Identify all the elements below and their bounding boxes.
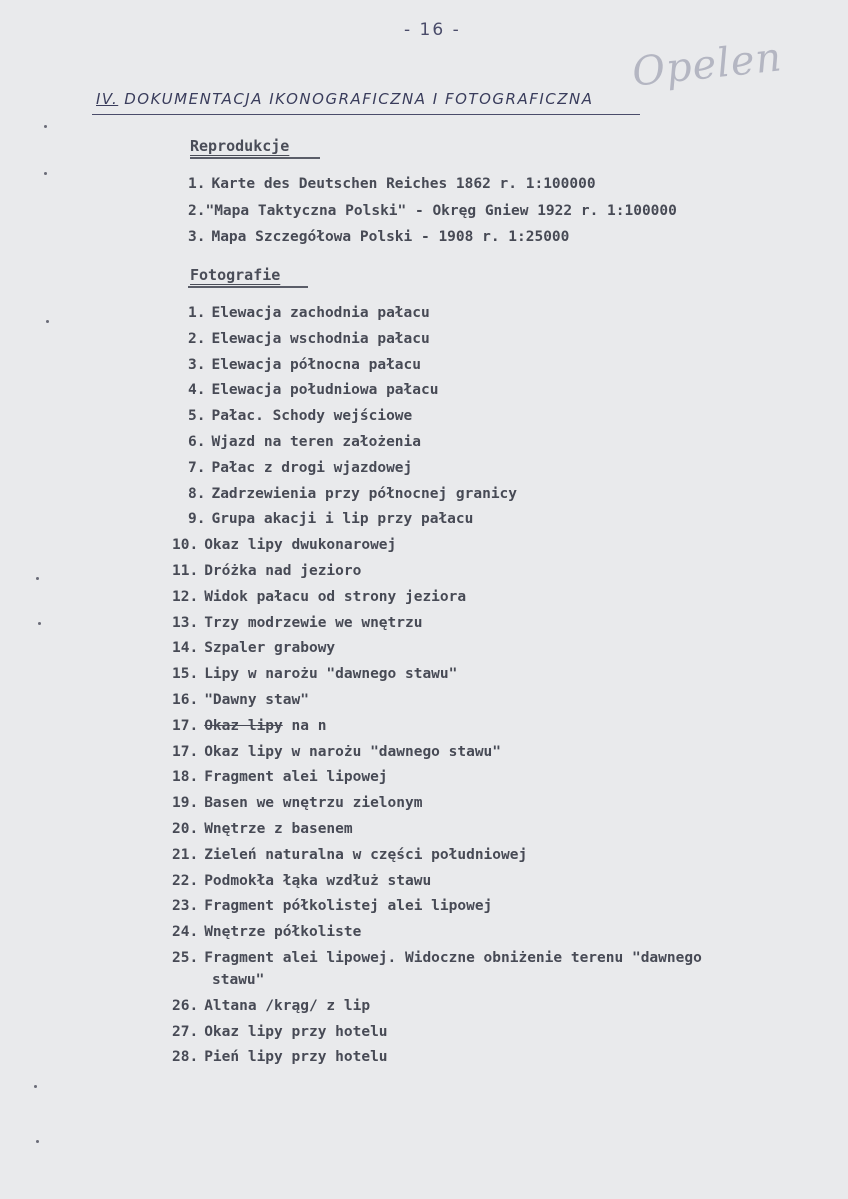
item-text: Szpaler grabowy — [204, 640, 336, 657]
item-number: 23. — [172, 898, 199, 915]
margin-mark — [38, 622, 41, 625]
item-text: Elewacja północna pałacu — [211, 356, 421, 373]
item-number: 5. — [188, 408, 206, 425]
list-item — [172, 821, 353, 837]
list-item — [172, 615, 422, 631]
item-number: 1. — [188, 176, 206, 192]
item-number: 17. — [172, 717, 199, 734]
page-number: - 16 - — [404, 20, 461, 40]
item-text: Altana /krąg/ z lip — [204, 997, 371, 1014]
list-item — [188, 357, 421, 373]
item-continuation: stawu" — [212, 971, 265, 988]
item-number: 24. — [172, 924, 199, 941]
list-item — [172, 924, 361, 940]
item-text: Grupa akacji i lip przy pałacu — [211, 511, 474, 528]
list-item — [172, 795, 422, 811]
list-item — [172, 537, 396, 553]
item-text: Zadrzewienia przy północnej granicy — [211, 485, 518, 502]
item-number: 25. — [172, 950, 199, 966]
item-number: 9. — [188, 511, 206, 528]
list-item — [188, 382, 438, 398]
list-item — [172, 718, 326, 734]
handwritten-note: Opelen — [630, 34, 785, 96]
list-item — [172, 692, 309, 708]
item-number: 16. — [172, 692, 199, 708]
list-item — [188, 486, 517, 502]
list-item — [188, 460, 412, 476]
list-item — [172, 744, 501, 760]
item-text: Elewacja zachodnia pałacu — [211, 305, 430, 321]
item-number: 28. — [172, 1049, 199, 1066]
item-text: Podmokła łąka wzdłuż stawu — [204, 872, 432, 889]
item-text: Widok pałacu od strony jeziora — [204, 588, 467, 605]
item-text: Fragment alei lipowej — [204, 769, 388, 786]
reproductions-heading: Reprodukcje — [190, 137, 290, 155]
list-item — [188, 511, 473, 527]
item-text: na n — [282, 717, 327, 734]
item-text: Okaz lipy dwukonarowej — [204, 537, 397, 554]
item-number: 3. — [188, 229, 206, 245]
list-item — [172, 769, 388, 785]
list-item — [172, 950, 702, 966]
title-underline — [92, 114, 640, 115]
list-item — [188, 305, 430, 321]
margin-mark — [36, 577, 39, 580]
item-number: 26. — [172, 997, 199, 1014]
item-number: 14. — [172, 640, 199, 657]
list-item — [172, 666, 457, 682]
margin-mark — [44, 172, 47, 175]
list-item — [172, 1049, 388, 1065]
item-number: 22. — [172, 872, 199, 889]
item-number: 15. — [172, 666, 199, 683]
item-text: Okaz lipy w narożu "dawnego stawu" — [204, 743, 502, 760]
item-number: 18. — [172, 769, 199, 786]
item-text: Pałac. Schody wejściowe — [211, 408, 413, 425]
section-roman-numeral: IV. — [96, 90, 119, 108]
item-number: 1. — [188, 305, 206, 321]
item-text: Basen we wnętrzu zielonym — [204, 795, 423, 812]
item-number: 27. — [172, 1023, 199, 1040]
list-item — [172, 898, 492, 914]
item-text: Elewacja wschodnia pałacu — [211, 330, 430, 347]
item-number: 6. — [188, 434, 206, 450]
item-number: 19. — [172, 795, 199, 812]
margin-mark — [44, 125, 47, 128]
item-text: Okaz lipy przy hotelu — [204, 1023, 388, 1040]
item-text: Fragment alei lipowej. Widoczne obniżenie terenu "dawnego — [204, 950, 702, 966]
item-text: "Dawny staw" — [204, 692, 309, 708]
item-text: Dróżka nad jezioro — [204, 563, 362, 579]
item-text: Wjazd na teren założenia — [211, 434, 421, 450]
list-item — [188, 203, 677, 219]
list-item — [188, 434, 421, 450]
list-item — [172, 847, 527, 863]
list-item — [188, 408, 412, 424]
reproductions-heading-underline — [190, 157, 320, 159]
item-number: 21. — [172, 846, 199, 863]
photos-heading: Fotografie — [190, 266, 281, 284]
item-text: Pałac z drogi wjazdowej — [211, 459, 413, 476]
item-number: 7. — [188, 459, 206, 476]
item-text: Wnętrze z basenem — [204, 821, 353, 837]
item-text: Pień lipy przy hotelu — [204, 1049, 388, 1066]
item-number: 13. — [172, 614, 199, 631]
item-text: Elewacja południowa pałacu — [211, 382, 439, 399]
margin-mark — [36, 1140, 39, 1143]
item-number: 2. — [188, 203, 206, 219]
list-item — [172, 1024, 388, 1040]
item-text: Mapa Szczegółowa Polski - 1908 r. 1:25000 — [211, 229, 570, 245]
list-item — [172, 873, 431, 889]
item-text: Fragment półkolistej alei lipowej — [204, 898, 493, 915]
item-text: "Mapa Taktyczna Polski" - Okręg Gniew 1922 r. 1:100000 — [205, 203, 677, 219]
list-item — [188, 229, 569, 245]
list-item — [172, 563, 361, 579]
list-item — [188, 331, 430, 347]
item-text: Karte des Deutschen Reiches 1862 r. 1:100000 — [211, 176, 596, 192]
item-number: 3. — [188, 356, 206, 373]
item-number: 12. — [172, 588, 199, 605]
item-number: 10. — [172, 537, 199, 554]
item-text: Lipy w narożu "dawnego stawu" — [204, 666, 458, 683]
margin-mark — [46, 320, 49, 323]
photos-heading-underline — [188, 286, 308, 288]
section-title-text: DOKUMENTACJA IKONOGRAFICZNA I FOTOGRAFICZNA — [124, 90, 594, 108]
item-text: Trzy modrzewie we wnętrzu — [204, 614, 423, 631]
item-number: 8. — [188, 485, 206, 502]
item-number: 11. — [172, 563, 199, 579]
list-item — [172, 998, 370, 1014]
section-title — [96, 90, 594, 108]
item-number: 20. — [172, 821, 199, 837]
list-item — [172, 640, 335, 656]
item-number: 2. — [188, 330, 206, 347]
item-text: Wnętrze półkoliste — [204, 924, 362, 941]
list-item — [188, 176, 596, 192]
struck-text: Okaz lipy — [204, 717, 283, 734]
item-number: 4. — [188, 382, 206, 399]
margin-mark — [34, 1085, 37, 1088]
list-item — [172, 589, 466, 605]
item-number: 17. — [172, 743, 199, 760]
item-text: Zieleń naturalna w części południowej — [204, 846, 528, 863]
